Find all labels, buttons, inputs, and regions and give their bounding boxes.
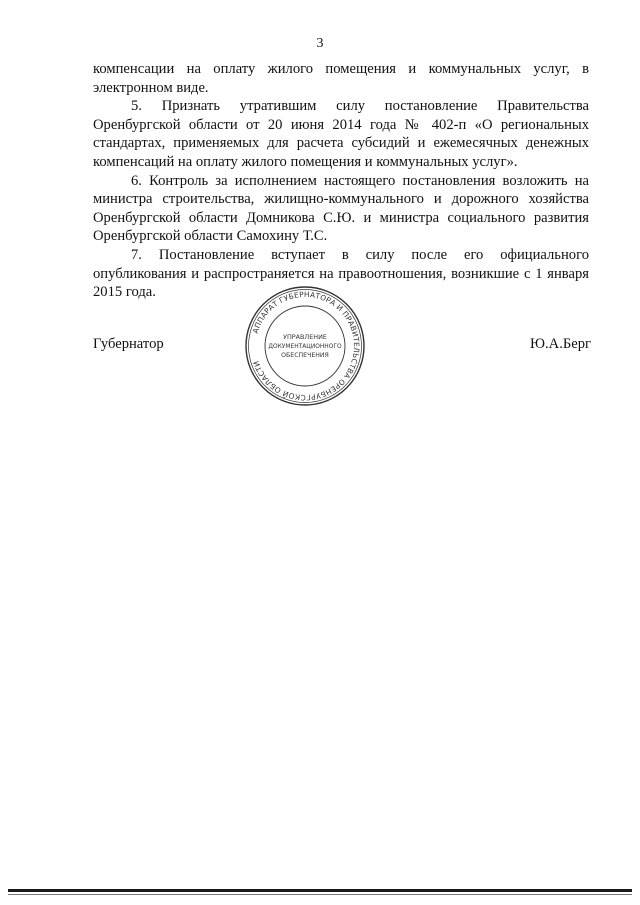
paragraph-item-6: 6. Контроль за исполнением настоящего постановления возложить на министра строительства, жилищно-коммунального и дорожного хозяйства Оренбургской области Домникова С.Ю. и министра социального развития Оренбургской области Самохину Т.С. [93, 172, 589, 245]
paragraph-item-5: 5. Признать утратившим силу постановление Правительства Оренбургской области от 20 июня 2014 года № 402-п «О региональных стандартах, применяемых для расчета субсидий и ежемесячных денежных компенсаций на оплату жилого помещения и коммунальных услуг». [93, 98, 589, 170]
seal-inner-line-1: УПРАВЛЕНИЕ [283, 333, 327, 341]
signature-name: Ю.А.Берг [530, 336, 591, 352]
paragraph-item-7: 7. Постановление вступает в силу после его официального опубликования и распространяется на правоотношения, возникшие с 1 января 2015 года. [93, 246, 589, 301]
official-seal [244, 285, 366, 407]
document-body [93, 60, 589, 302]
page-number: 3 [316, 36, 324, 51]
seal-inner-line-3: ОБЕСПЕЧЕНИЯ [281, 352, 329, 359]
seal-inner-line-2: ДОКУМЕНТАЦИОННОГО [268, 344, 342, 350]
paragraph-continuation: компенсации на оплату жилого помещения и коммунальных услуг, в электронном виде. [93, 61, 589, 96]
signature-position: Губернатор [93, 336, 164, 352]
seal-ring-text: АППАРАТ ГУБЕРНАТОРА И ПРАВИТЕЛЬСТВА ОРЕНБУРГСКОЙ ОБЛАСТИ [250, 289, 362, 403]
bottom-scan-edge [8, 889, 632, 892]
bottom-scan-edge-shadow [8, 894, 632, 895]
